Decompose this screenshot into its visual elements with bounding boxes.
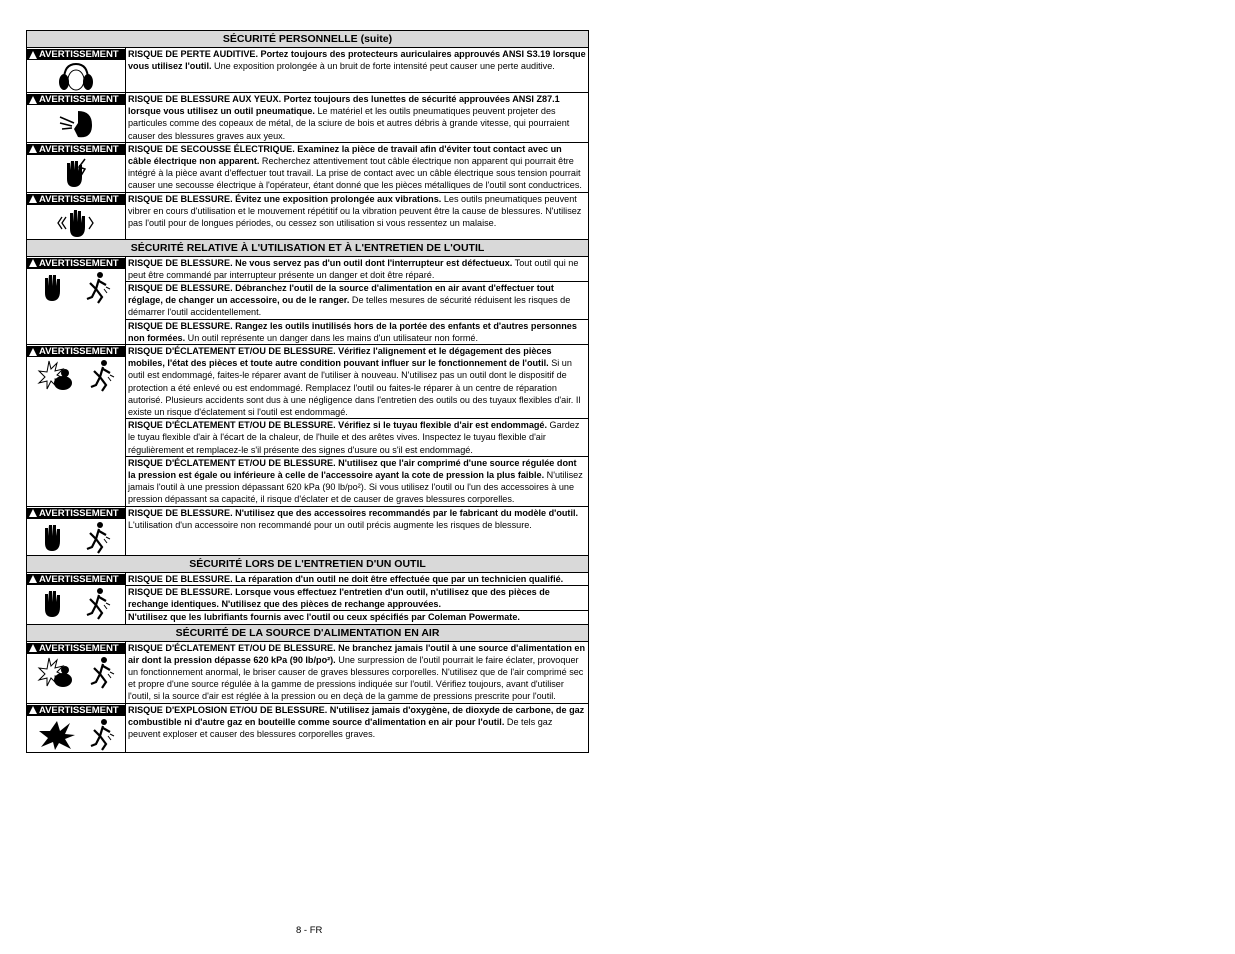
warning-badge-label: AVERTISSEMENT <box>39 704 119 716</box>
warning-body: L'utilisation d'un accessoire non recommandé pour un outil précis augmente les risques de blessure. <box>128 519 532 530</box>
warning-body: Si un outil est endommagé, faites-le réparer avant de l'utiliser à nouveau. N'utilisez pas un outil dont le dispositif de protection a été enlevé ou est endommagé. Remplacez l'outil ou faites-le réparer à un centre de réparation autorisé. Plusieurs accidents sont dus à une négligence dans l'entretien des outils ou des tuyaux flexibles d'air. Il existe un risque d'éclatement si l'outil est endommagé. <box>128 358 581 418</box>
warning-headline: RISQUE D'ÉCLATEMENT ET/OU DE BLESSURE. Vérifiez si le tuyau flexible d'air est endommagé. <box>128 420 548 431</box>
vibration-hand-icon <box>56 207 96 239</box>
stop-hand-icon <box>41 589 65 619</box>
warning-badge <box>27 643 125 654</box>
warning-triangle-icon <box>29 575 37 583</box>
warning-row <box>27 507 588 556</box>
warning-badge-label: AVERTISSEMENT <box>39 257 119 269</box>
warning-icon-cell <box>27 573 126 624</box>
warning-badge-label: AVERTISSEMENT <box>39 193 119 205</box>
warning-text <box>126 418 588 456</box>
warning-icon-cell <box>27 704 126 752</box>
warning-icon-cell <box>27 507 126 555</box>
warning-body: Une surpression de l'outil pourrait le faire éclater, provoquer un fonctionnement anormal, le briser causer de graves blessures corporelles. N'utilisez que de l'air comprimé sec et propre d'une source régulée à la gamme de pressions indiquée sur l'outil. Vérifiez toujours, avant d'utiliser l'outil, si la source d'air est réglée à la pression ou en deçà de la gamme de pressions prescrite pour l'outil. <box>128 654 584 702</box>
warning-row <box>27 642 588 704</box>
warning-badge <box>27 49 125 60</box>
warning-triangle-icon <box>29 195 37 203</box>
safety-document <box>26 30 589 753</box>
warning-triangle-icon <box>29 145 37 153</box>
warning-badge <box>27 258 125 269</box>
warning-triangle-icon <box>29 51 37 59</box>
warning-row <box>27 345 588 507</box>
warning-triangle-icon <box>29 259 37 267</box>
warning-badge <box>27 705 125 716</box>
warning-headline: RISQUE DE BLESSURE. Évitez une exposition prolongée aux vibrations. <box>128 193 442 204</box>
warning-body: De tels gaz peuvent exploser et causer des blessures corporelles graves. <box>128 716 553 739</box>
falling-person-icon <box>84 587 112 621</box>
explosion-icon <box>37 719 77 751</box>
warning-text <box>126 48 588 72</box>
stop-hand-icon <box>41 273 65 303</box>
warning-headline: RISQUE DE BLESSURE. N'utilisez que des accessoires recommandés par le fabricant du modèle d'outil. <box>128 507 579 518</box>
eye-injury-icon <box>56 107 96 141</box>
warning-headline: N'utilisez que les lubrifiants fournis avec l'outil ou ceux spécifiés par Coleman Powermate. <box>128 612 520 623</box>
warning-triangle-icon <box>29 96 37 104</box>
warning-icon-cell <box>27 143 126 192</box>
warning-headline: RISQUE D'ÉCLATEMENT ET/OU DE BLESSURE. N'utilisez que l'air comprimé d'une source régulée dont la pression est égale ou inférieure à celle de l'accessoire ayant la cote de pression la plus faible. <box>128 457 577 481</box>
falling-person-icon <box>88 718 116 752</box>
warning-text <box>126 143 588 192</box>
warning-text <box>126 281 588 319</box>
section-title: SÉCURITÉ LORS DE L'ENTRETIEN D'UN OUTIL <box>27 556 588 573</box>
warning-text <box>126 319 588 344</box>
warning-headline: RISQUE DE PERTE AUDITIVE. Portez toujours des protecteurs auriculaires approuvés ANSI S3.19 lorsque vous utilisez l'outil. <box>128 49 586 72</box>
warning-text <box>126 345 588 418</box>
warning-badge <box>27 194 125 205</box>
warning-row <box>27 704 588 752</box>
warning-headline: RISQUE DE SECOUSSE ÉLECTRIQUE. Examinez la pièce de travail afin d'éviter tout contact avec un câble électrique non apparent. <box>128 143 562 167</box>
warning-body: Gardez le tuyau flexible d'air à l'écart de la chaleur, de l'huile et des arêtes vives. Inspectez le tuyau flexible d'air régulièrement et remplacez-le s'il présente des signes d'usure ou s'il est endommagé. <box>128 420 580 455</box>
warning-icon-cell <box>27 345 126 506</box>
warning-body: Une exposition prolongée à un bruit de forte intensité peut causer une perte auditive. <box>211 61 555 72</box>
warning-body: Recherchez attentivement tout câble électrique non apparent qui pourrait être intégré à la pièce avant d'effectuer tout travail. La prise de contact avec un câble électrique sous tension pourrait causer une secousse électrique à l'opérateur, étant donné que les pièces métalliques de l'outil sont conductrices. <box>128 156 582 191</box>
falling-person-icon <box>88 656 116 690</box>
warning-headline: RISQUE DE BLESSURE AUX YEUX. Portez toujours des lunettes de sécurité approuvées ANSI Z87.1 lorsque vous utilisez un outil pneumatique. <box>128 94 560 117</box>
warning-triangle-icon <box>29 509 37 517</box>
warning-headline: RISQUE DE BLESSURE. Rangez les outils inutilisés hors de la portée des enfants et d'autres personnes non formées. <box>128 320 577 343</box>
warning-icon-cell <box>27 642 126 703</box>
warning-headline: RISQUE D'ÉCLATEMENT ET/OU DE BLESSURE. Ne branchez jamais l'outil à une source d'alimentation en air dont la pression dépasse 620 kPa (90 lb/po²). <box>128 642 586 665</box>
warning-badge <box>27 508 125 519</box>
section-title: SÉCURITÉ DE LA SOURCE D'ALIMENTATION EN AIR <box>27 625 588 642</box>
warning-text <box>126 573 588 585</box>
warning-text <box>126 507 588 531</box>
warning-badge-label: AVERTISSEMENT <box>39 346 119 358</box>
warning-badge-label: AVERTISSEMENT <box>39 143 119 155</box>
warning-badge <box>27 94 125 105</box>
warning-body: N'utilisez jamais l'outil à une pression dépassant 620 kPa (90 lb/po²). Si vous utilisez l'outil ou l'un des accessoires à une pression dépassant sa capacité, il risque d'éclater et de causer de graves blessures corporelles. <box>128 470 583 505</box>
warning-badge-label: AVERTISSEMENT <box>39 573 119 585</box>
warning-text <box>126 456 588 506</box>
warning-body: Tout outil qui ne peut être commandé par interrupteur présente un danger et doit être réparé. <box>128 257 579 280</box>
warning-text <box>126 704 588 741</box>
warning-icon-cell <box>27 257 126 344</box>
section-title: SÉCURITÉ RELATIVE À L'UTILISATION ET À L'ENTRETIEN DE L'OUTIL <box>27 240 588 257</box>
warning-text <box>126 585 588 610</box>
warning-badge-label: AVERTISSEMENT <box>39 507 119 519</box>
warning-text <box>126 642 588 703</box>
warning-text <box>126 610 588 623</box>
warning-row <box>27 193 588 240</box>
falling-person-icon <box>88 359 116 393</box>
warning-badge <box>27 574 125 585</box>
electric-shock-icon <box>61 157 91 191</box>
warning-triangle-icon <box>29 644 37 652</box>
warning-row <box>27 257 588 345</box>
warning-row <box>27 93 588 143</box>
warning-icon-cell <box>27 48 126 92</box>
warning-text <box>126 257 588 281</box>
warning-body: Un outil représente un danger dans les mains d'un utilisateur non formé. <box>185 332 479 343</box>
burst-icon <box>37 359 77 393</box>
warning-headline: RISQUE DE BLESSURE. Ne vous servez pas d'un outil dont l'interrupteur est défectueux. <box>128 257 513 268</box>
warning-triangle-icon <box>29 348 37 356</box>
warning-row <box>27 573 588 625</box>
section-title: SÉCURITÉ PERSONNELLE (suite) <box>27 31 588 48</box>
falling-person-icon <box>84 521 112 555</box>
warning-icon-cell <box>27 193 126 239</box>
warning-badge-label: AVERTISSEMENT <box>39 94 119 105</box>
warning-text <box>126 93 588 142</box>
warning-text <box>126 193 588 230</box>
warning-icon-cell <box>27 93 126 142</box>
warning-body: Le matériel et les outils pneumatiques peuvent projeter des particules comme des copeaux de métal, de la sciure de bois et autres débris à grande vitesse, qui pourraient causer des blessures graves aux yeux. <box>128 106 570 141</box>
warning-body: De telles mesures de sécurité réduisent les risques de démarrer l'outil accidentellement. <box>128 295 571 318</box>
warning-triangle-icon <box>29 706 37 714</box>
page-number: 8 - FR <box>296 925 323 936</box>
warning-headline: RISQUE D'ÉCLATEMENT ET/OU DE BLESSURE. Vérifiez l'alignement et le dégagement des pièces mobiles, l'état des pièces et toute autre condition pouvant influer sur le fonctionnement de l'outil. <box>128 346 552 369</box>
warning-body: Les outils pneumatiques peuvent vibrer en cours d'utilisation et le mouvement répétitif ou la vibration peuvent être la cause de blessures. N'utilisez pas l'outil pour de longues périodes, ou cessez son utilisation si vous ressentez un malaise. <box>128 193 582 229</box>
warning-row <box>27 143 588 193</box>
warning-headline: RISQUE D'EXPLOSION ET/OU DE BLESSURE. N'utilisez jamais d'oxygène, de dioxyde de carbone, de gaz combustible ni d'autre gaz en bouteille comme source d'alimentation en air pour l'outil. <box>128 704 585 727</box>
warning-badge <box>27 346 125 357</box>
warning-row <box>27 48 588 93</box>
warning-badge-label: AVERTISSEMENT <box>39 49 119 60</box>
warning-badge-label: AVERTISSEMENT <box>39 642 119 654</box>
stop-hand-icon <box>41 523 65 553</box>
burst-icon <box>37 656 77 690</box>
falling-person-icon <box>84 271 112 305</box>
warning-headline: RISQUE DE BLESSURE. Débranchez l'outil de la source d'alimentation en air avant d'effectuer tout réglage, de changer un accessoire, ou de le ranger. <box>128 283 554 306</box>
warning-headline: RISQUE DE BLESSURE. La réparation d'un outil ne doit être effectuée que par un technicien qualifié. <box>128 573 564 584</box>
warning-badge <box>27 144 125 155</box>
ear-protection-icon <box>56 62 96 92</box>
warning-headline: RISQUE DE BLESSURE. Lorsque vous effectuez l'entretien d'un outil, n'utilisez que des pièces de rechange identiques. N'utilisez que des pièces de rechange approuvées. <box>128 586 550 610</box>
